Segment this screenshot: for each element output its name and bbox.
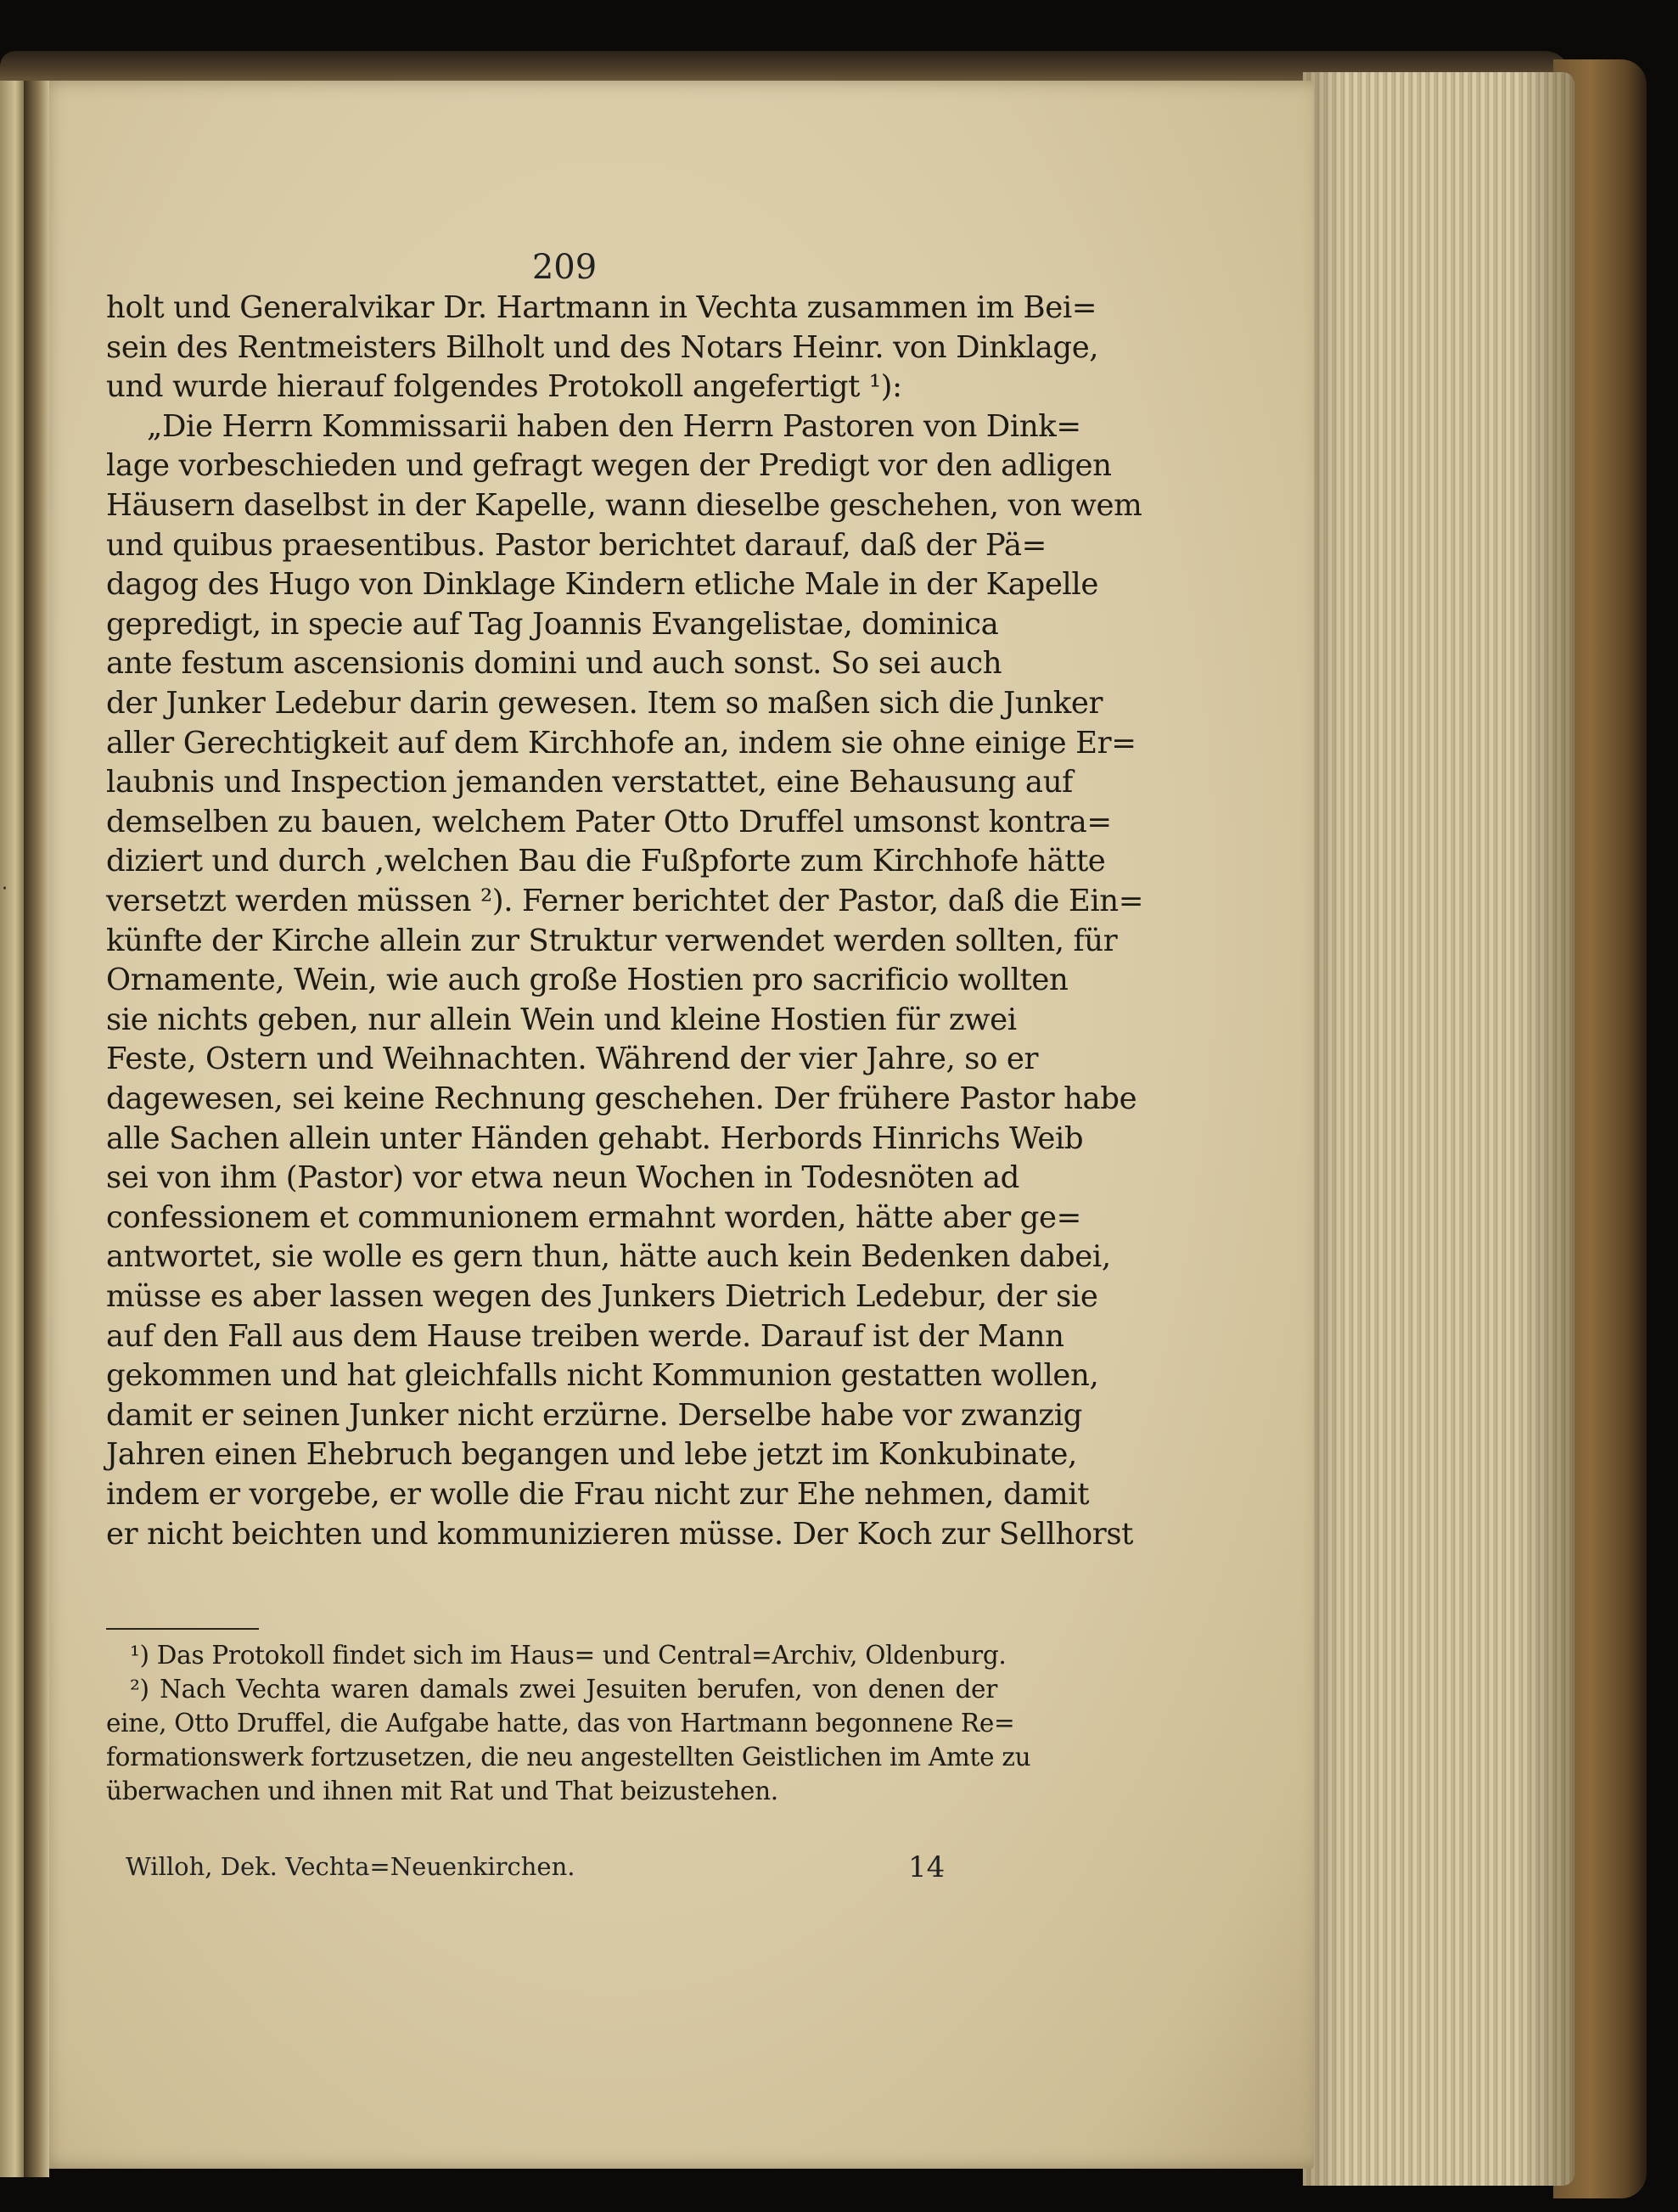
text-line: dagewesen, sei keine Rechnung geschehen. Der frühere Pastor habe (106, 1081, 1137, 1116)
text-line: der Junker Ledebur darin gewesen. Item so maßen sich die Junker (106, 686, 1103, 721)
footnote-line: ²) Nach Vechta waren damals zwei Jesuiten berufen, von denen der (130, 1675, 997, 1704)
footnote-line: überwachen und ihnen mit Rat und That beizustehen. (106, 1777, 778, 1805)
text-line: Feste, Ostern und Weihnachten. Während der vier Jahre, so er (106, 1041, 1039, 1077)
text-line: Häusern daselbst in der Kapelle, wann dieselbe geschehen, von wem (106, 488, 1142, 523)
text-line: und wurde hierauf folgendes Protokoll angefertigt ¹): (106, 369, 902, 405)
text-line: sein des Rentmeisters Bilholt und des Notars Heinr. von Dinklage, (106, 329, 1099, 365)
text-line: auf den Fall aus dem Hause treiben werde. Darauf ist der Mann (106, 1318, 1064, 1354)
signature-mark: Willoh, Dek. Vechta=Neuenkirchen. (126, 1852, 575, 1881)
text-line: Ornamente, Wein, wie auch große Hostien pro sacrificio wollten (106, 963, 1069, 998)
text-line: gepredigt, in specie auf Tag Joannis Evangelistae, dominica (106, 606, 999, 642)
text-line: laubnis und Inspection jemanden verstattet, eine Behausung auf (106, 765, 1073, 800)
text-line: diziert und durch ,welchen Bau die Fußpforte zum Kirchhofe hätte (106, 844, 1106, 879)
book-gutter (24, 81, 49, 2177)
text-line: künfte der Kirche allein zur Struktur verwendet werden sollten, für (106, 923, 1118, 958)
page-block-shading (1303, 72, 1574, 2186)
text-line: confessionem et communionem ermahnt worden, hätte aber ge= (106, 1199, 1081, 1235)
facing-page-edge (0, 81, 25, 2177)
text-line: indem er vorgebe, er wolle die Frau nicht zur Ehe nehmen, damit (106, 1477, 1090, 1512)
footnote-line: eine, Otto Druffel, die Aufgabe hatte, das von Hartmann begonnene Re= (106, 1709, 1015, 1738)
margin-mark: · (2, 879, 8, 900)
text-line: lage vorbeschieden und gefragt wegen der Predigt vor den adligen (106, 448, 1112, 484)
text-line: aller Gerechtigkeit auf dem Kirchhofe an, indem sie ohne einige Er= (106, 725, 1136, 761)
text-line: ante festum ascensionis domini und auch sonst. So sei auch (106, 646, 1002, 682)
text-line: er nicht beichten und kommunizieren müsse. Der Koch zur Sellhorst (106, 1516, 1134, 1552)
text-line: und quibus praesentibus. Pastor berichtet darauf, daß der Pä= (106, 527, 1047, 563)
text-line: „Die Herrn Kommissarii haben den Herrn Pastoren von Dink= (147, 408, 1081, 444)
text-line: damit er seinen Junker nicht erzürne. Derselbe habe vor zwanzig (106, 1397, 1082, 1433)
text-line: müsse es aber lassen wegen des Junkers Dietrich Ledebur, der sie (106, 1279, 1098, 1314)
text-line: sei von ihm (Pastor) vor etwa neun Wochen in Todesnöten ad (106, 1160, 1020, 1196)
footnote-line: formationswerk fortzusetzen, die neu angestellten Geistlichen im Amte zu (106, 1743, 1031, 1771)
footnote-line: ¹) Das Protokoll findet sich im Haus= und Central=Archiv, Oldenburg. (130, 1641, 1007, 1670)
text-line: dagog des Hugo von Dinklage Kindern etliche Male in der Kapelle (106, 567, 1098, 603)
text-line: alle Sachen allein unter Händen gehabt. Herbords Hinrichs Weib (106, 1120, 1084, 1156)
text-line: versetzt werden müssen ²). Ferner berichtet der Pastor, daß die Ein= (106, 884, 1144, 918)
text-line: holt und Generalvikar Dr. Hartmann in Vechta zusammen im Bei= (106, 290, 1097, 325)
text-line: gekommen und hat gleichfalls nicht Kommunion gestatten wollen, (106, 1358, 1099, 1394)
text-line: sie nichts geben, nur allein Wein und kleine Hostien für zwei (106, 1002, 1017, 1037)
page-number: 209 (531, 248, 598, 287)
text-line: Jahren einen Ehebruch begangen und lebe jetzt im Konkubinate, (106, 1437, 1077, 1473)
footnote-rule (106, 1628, 259, 1630)
sheet-number: 14 (908, 1850, 946, 1884)
text-line: demselben zu bauen, welchem Pater Otto Druffel umsonst kontra= (106, 804, 1112, 839)
text-line: antwortet, sie wolle es gern thun, hätte auch kein Bedenken dabei, (106, 1239, 1111, 1275)
